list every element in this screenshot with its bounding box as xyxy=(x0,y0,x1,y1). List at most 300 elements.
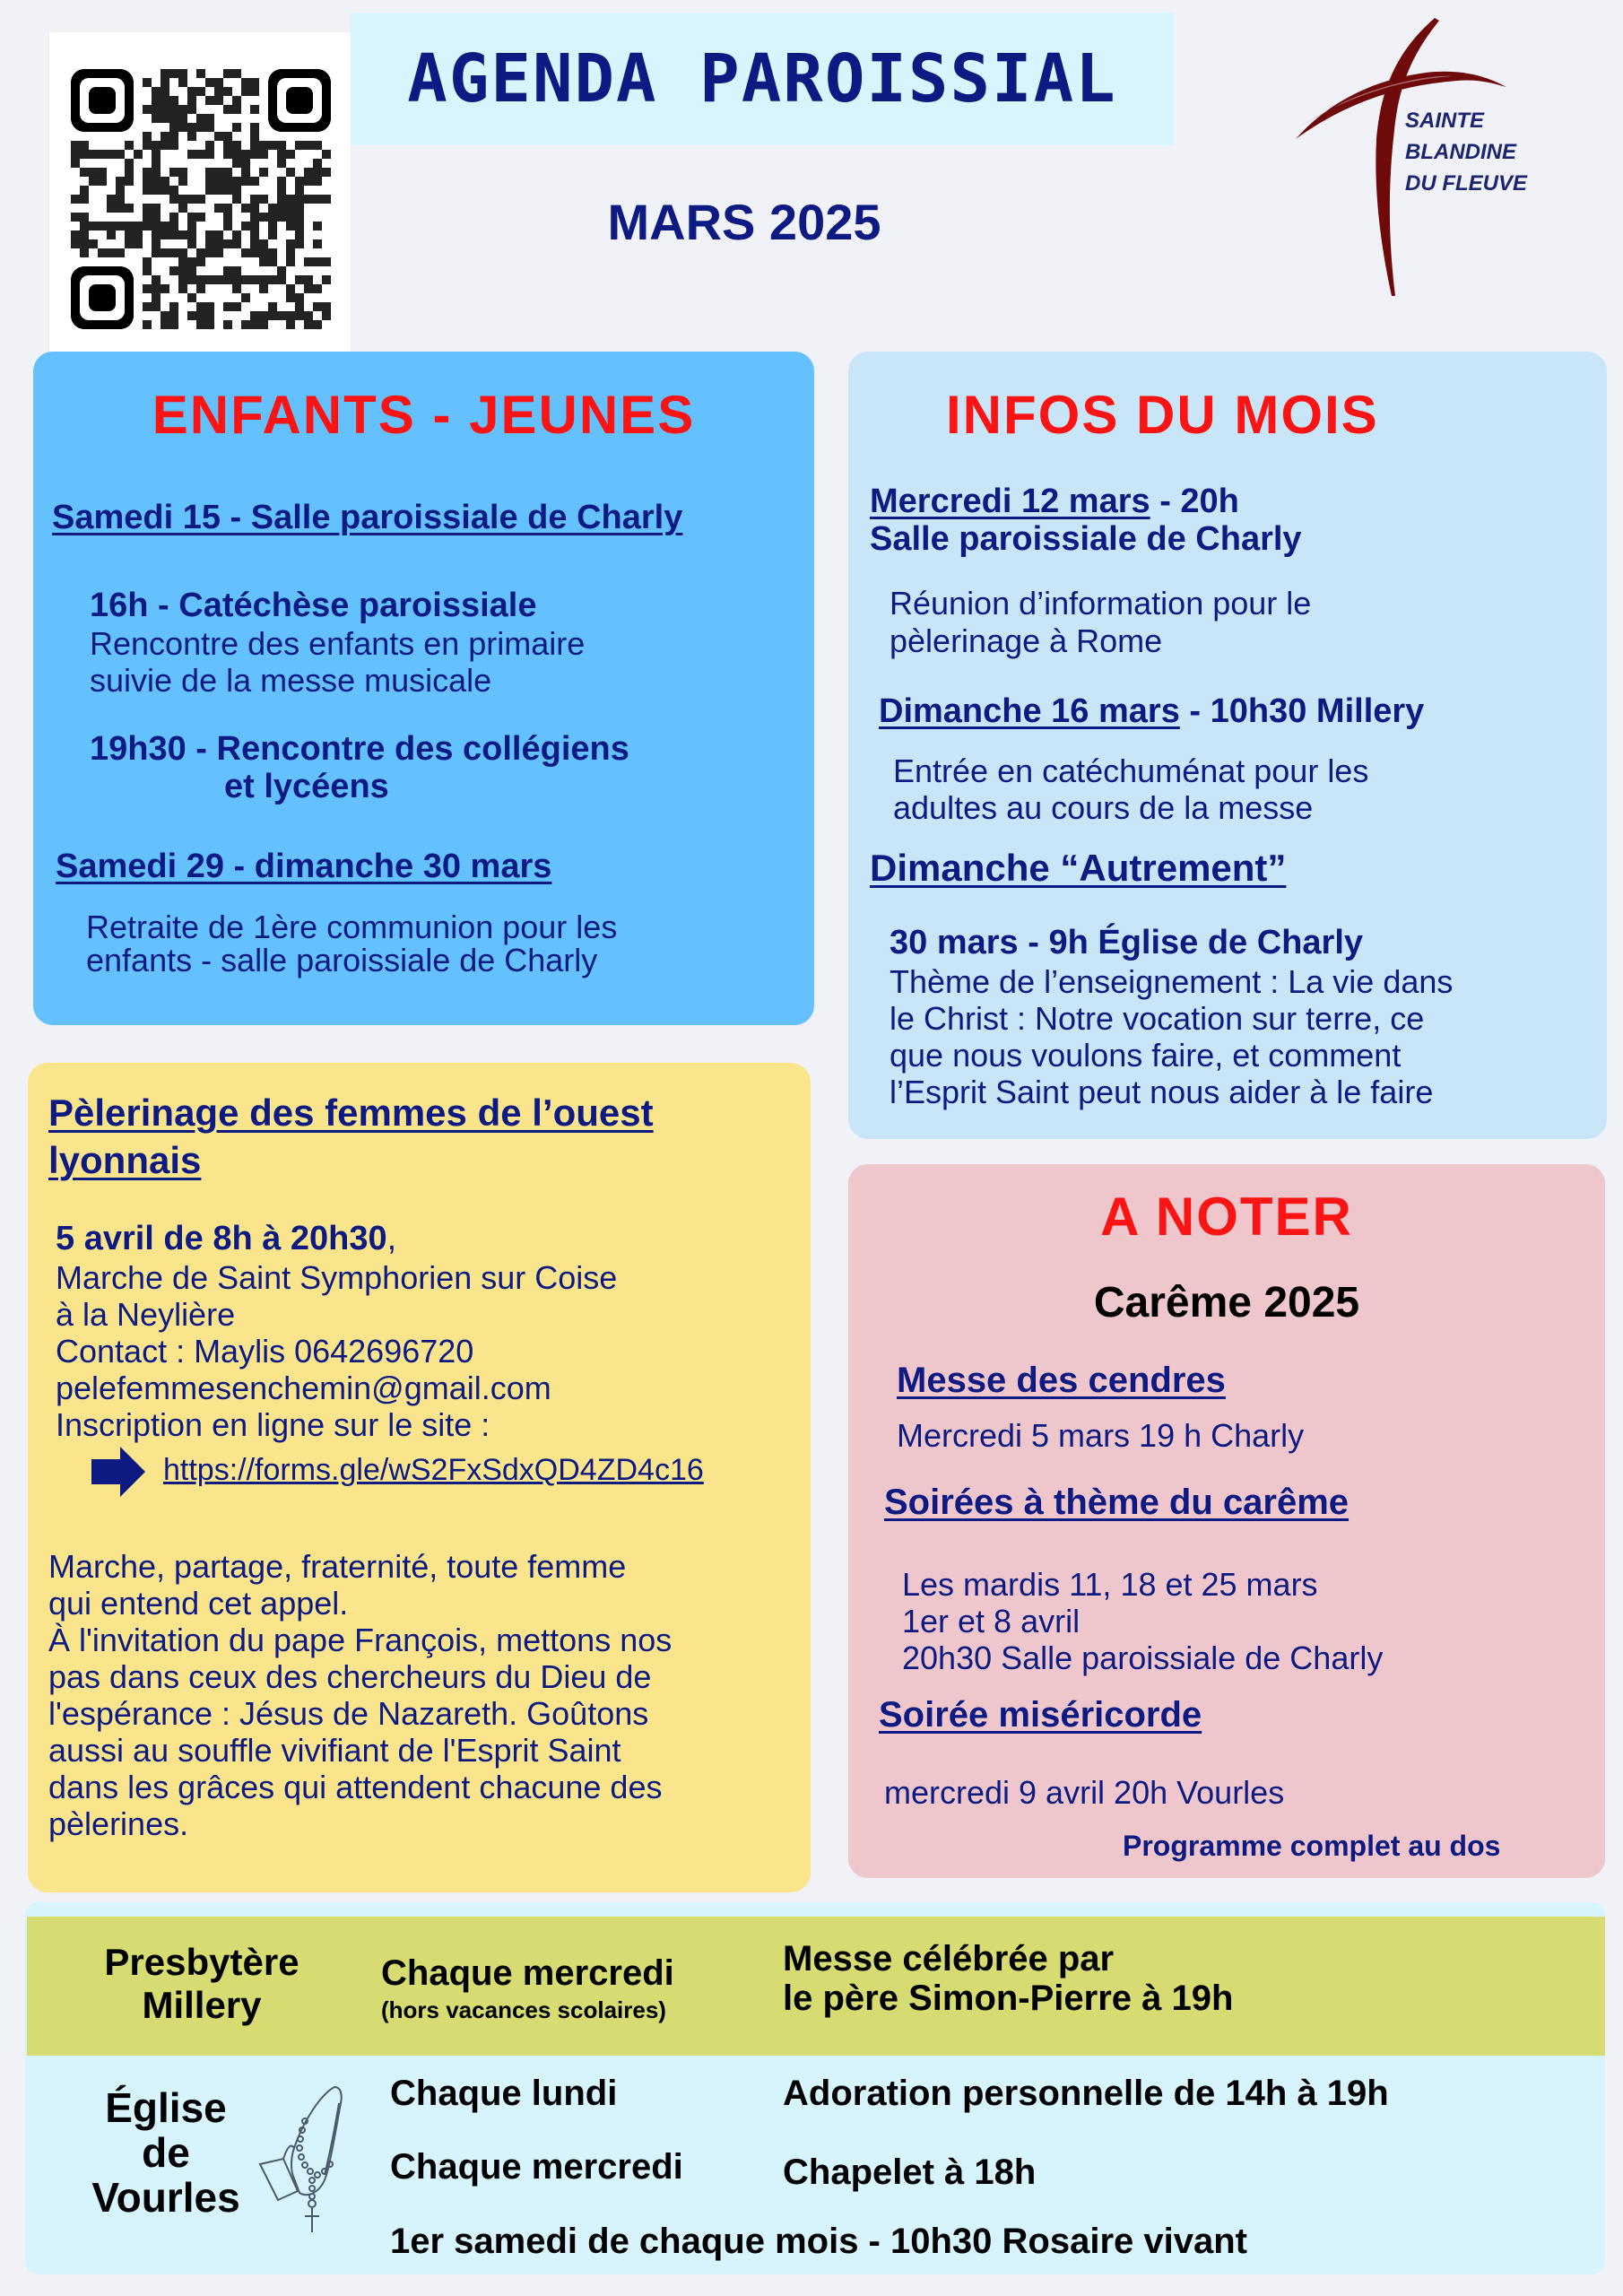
qr-module xyxy=(250,123,259,132)
qr-module xyxy=(196,302,205,311)
qr-module xyxy=(178,195,187,204)
qr-module xyxy=(187,293,196,302)
qr-module xyxy=(277,213,286,222)
infos-event1-line: pèlerinage à Rome xyxy=(890,622,1163,659)
qr-module xyxy=(169,222,178,230)
qr-module xyxy=(322,195,331,204)
qr-module xyxy=(152,222,161,230)
qr-module xyxy=(71,150,80,159)
qr-module xyxy=(116,248,125,257)
qr-module xyxy=(178,69,187,78)
qr-module xyxy=(232,284,241,293)
qr-module xyxy=(116,150,125,159)
qr-module xyxy=(295,213,304,222)
qr-module xyxy=(313,195,322,204)
qr-module xyxy=(152,302,161,311)
qr-module xyxy=(205,177,214,186)
qr-module xyxy=(304,177,313,186)
qr-module xyxy=(241,87,250,96)
logo-text-line: SAINTE xyxy=(1405,109,1485,133)
qr-module xyxy=(268,222,277,230)
qr-module xyxy=(250,320,259,329)
qr-code-icon xyxy=(49,32,351,379)
qr-module xyxy=(304,141,313,150)
qr-module xyxy=(152,204,161,213)
qr-module xyxy=(313,177,322,186)
enfants-event1-heading: Samedi 15 - Salle paroissiale de Charly xyxy=(52,499,683,536)
qr-module xyxy=(178,204,187,213)
pelerinage-body-line: À l'invitation du pape François, mettons nos xyxy=(48,1622,673,1658)
qr-module xyxy=(250,141,259,150)
qr-module xyxy=(116,222,125,230)
qr-module xyxy=(223,150,232,159)
qr-module xyxy=(232,123,241,132)
qr-module xyxy=(152,150,161,159)
qr-module xyxy=(205,141,214,150)
pelerinage-date-line xyxy=(56,1220,396,1258)
noter-item2-line: 1er et 8 avril xyxy=(902,1603,1081,1639)
qr-module xyxy=(232,150,241,159)
qr-module xyxy=(161,96,169,105)
qr-module xyxy=(169,96,178,105)
enfants-event1-item2-line: et lycéens xyxy=(224,768,389,805)
qr-module xyxy=(313,302,322,311)
qr-module xyxy=(295,311,304,320)
qr-module xyxy=(277,186,286,195)
qr-module xyxy=(178,177,187,186)
qr-module xyxy=(125,168,134,177)
qr-module xyxy=(143,132,152,141)
qr-module xyxy=(125,222,134,230)
qr-module xyxy=(259,168,268,177)
qr-module xyxy=(196,195,205,204)
qr-module xyxy=(161,311,169,320)
qr-module xyxy=(71,239,80,248)
qr-module xyxy=(268,141,277,150)
qr-module xyxy=(205,168,214,177)
enfants-title: ENFANTS - JEUNES xyxy=(152,385,696,445)
infos-event2-heading xyxy=(879,692,1424,731)
qr-module xyxy=(205,320,214,329)
qr-module xyxy=(125,177,134,186)
qr-module xyxy=(214,78,223,87)
pelerinage-body-line: pas dans ceux des chercheurs du Dieu de xyxy=(48,1658,652,1695)
qr-module xyxy=(143,302,152,311)
qr-module xyxy=(178,266,187,275)
qr-module xyxy=(223,302,232,311)
qr-module xyxy=(178,78,187,87)
infos-event1-line: Réunion d’information pour le xyxy=(890,585,1312,622)
qr-module xyxy=(152,96,161,105)
qr-module xyxy=(161,222,169,230)
infos-event1-heading xyxy=(870,483,1239,521)
qr-module xyxy=(125,204,134,213)
qr-module xyxy=(187,123,196,132)
qr-module xyxy=(250,248,259,257)
qr-module xyxy=(304,257,313,266)
qr-module xyxy=(223,168,232,177)
qr-module xyxy=(143,105,152,114)
qr-module xyxy=(295,275,304,284)
pelerinage-date: 5 avril de 8h à 20h30 xyxy=(56,1220,387,1257)
qr-module xyxy=(152,177,161,186)
qr-module xyxy=(241,204,250,213)
qr-module xyxy=(259,141,268,150)
infos-event3-line: le Christ : Notre vocation sur terre, ce xyxy=(890,1000,1425,1037)
qr-module xyxy=(116,186,125,195)
qr-module xyxy=(187,239,196,248)
qr-module xyxy=(89,239,98,248)
qr-module xyxy=(250,230,259,239)
careme-subtitle: Carême 2025 xyxy=(1093,1279,1360,1326)
qr-module xyxy=(232,105,241,114)
qr-module xyxy=(250,87,259,96)
qr-module xyxy=(152,186,161,195)
qr-module xyxy=(187,266,196,275)
qr-module xyxy=(232,177,241,186)
qr-module xyxy=(322,275,331,284)
qr-module xyxy=(259,320,268,329)
qr-module xyxy=(214,96,223,105)
qr-module xyxy=(196,87,205,96)
qr-module xyxy=(152,105,161,114)
qr-module xyxy=(241,150,250,159)
millery-when: Chaque mercredi xyxy=(381,1953,674,1993)
qr-module xyxy=(232,230,241,239)
qr-module xyxy=(152,87,161,96)
noter-item2-line: 20h30 Salle paroissiale de Charly xyxy=(902,1639,1384,1676)
qr-module xyxy=(143,186,152,195)
qr-module xyxy=(143,266,152,275)
qr-module xyxy=(169,123,178,132)
qr-module xyxy=(277,150,286,159)
qr-module xyxy=(286,248,295,257)
qr-module xyxy=(134,239,143,248)
qr-module xyxy=(80,230,89,239)
qr-module xyxy=(223,320,232,329)
qr-module xyxy=(187,311,196,320)
noter-item1-heading: Messe des cendres xyxy=(897,1361,1226,1400)
qr-module xyxy=(214,87,223,96)
qr-module xyxy=(205,96,214,105)
vourles-row-what: Chapelet à 18h xyxy=(783,2152,1037,2192)
vourles-place-line: de xyxy=(142,2129,190,2176)
qr-module xyxy=(259,213,268,222)
qr-module xyxy=(187,132,196,141)
qr-module xyxy=(187,87,196,96)
page-subtitle-month: MARS 2025 xyxy=(607,194,881,250)
qr-module xyxy=(304,311,313,320)
qr-module xyxy=(214,186,223,195)
qr-module xyxy=(116,177,125,186)
qr-module xyxy=(286,213,295,222)
qr-module xyxy=(205,230,214,239)
arrow-right-icon xyxy=(91,1447,145,1497)
qr-module xyxy=(80,141,89,150)
infos-event3-line: Thème de l’enseignement : La vie dans xyxy=(890,963,1454,1000)
qr-module xyxy=(80,195,89,204)
qr-module xyxy=(214,177,223,186)
qr-module xyxy=(187,222,196,230)
qr-module xyxy=(259,248,268,257)
qr-module xyxy=(178,168,187,177)
enfants-event2-line: Retraite de 1ère communion pour les xyxy=(86,909,618,945)
qr-module xyxy=(161,132,169,141)
praying-hands-rosary-icon xyxy=(258,2085,348,2236)
qr-module xyxy=(232,266,241,275)
qr-module xyxy=(223,222,232,230)
qr-module xyxy=(143,177,152,186)
qr-module xyxy=(161,230,169,239)
qr-module xyxy=(313,320,322,329)
qr-module xyxy=(223,177,232,186)
qr-module xyxy=(214,239,223,248)
qr-module xyxy=(169,141,178,150)
pelerinage-registration-link[interactable]: https://forms.gle/wS2FxSdxQD4ZD4c16 xyxy=(163,1453,704,1487)
qr-module xyxy=(107,150,116,159)
qr-module xyxy=(232,141,241,150)
qr-module xyxy=(268,257,277,266)
qr-module xyxy=(116,204,125,213)
vourles-row-when: Chaque lundi xyxy=(390,2074,618,2113)
qr-module xyxy=(214,248,223,257)
qr-module xyxy=(313,141,322,150)
qr-module xyxy=(304,168,313,177)
qr-module xyxy=(107,195,116,204)
qr-module xyxy=(277,266,286,275)
qr-module xyxy=(295,239,304,248)
qr-module xyxy=(196,284,205,293)
qr-module xyxy=(250,239,259,248)
qr-module xyxy=(161,284,169,293)
qr-module xyxy=(268,213,277,222)
qr-module xyxy=(152,159,161,168)
qr-module xyxy=(241,222,250,230)
qr-module xyxy=(277,275,286,284)
qr-module xyxy=(214,230,223,239)
qr-module xyxy=(286,320,295,329)
qr-module xyxy=(196,213,205,222)
pelerinage-email[interactable]: pelefemmesenchemin@gmail.com xyxy=(56,1370,551,1406)
qr-module xyxy=(313,168,322,177)
qr-module xyxy=(125,141,134,150)
qr-module xyxy=(322,302,331,311)
qr-module xyxy=(187,195,196,204)
qr-module xyxy=(223,186,232,195)
enfants-event1-item1-line: suivie de la messe musicale xyxy=(90,662,492,699)
qr-module xyxy=(205,150,214,159)
qr-module xyxy=(322,311,331,320)
millery-place-line: Presbytère xyxy=(104,1941,299,1983)
qr-module xyxy=(259,150,268,159)
qr-module xyxy=(232,159,241,168)
qr-module xyxy=(98,177,107,186)
qr-module xyxy=(143,213,152,222)
qr-module xyxy=(277,159,286,168)
pelerinage-title-line: lyonnais xyxy=(48,1139,202,1181)
qr-module xyxy=(241,78,250,87)
qr-module xyxy=(178,114,187,123)
qr-module xyxy=(286,293,295,302)
qr-module xyxy=(152,284,161,293)
qr-module xyxy=(205,114,214,123)
qr-module xyxy=(286,195,295,204)
qr-module xyxy=(214,168,223,177)
qr-module xyxy=(169,302,178,311)
qr-module xyxy=(169,69,178,78)
qr-module xyxy=(322,168,331,177)
qr-module xyxy=(169,186,178,195)
vourles-place-line: Église xyxy=(105,2084,227,2131)
enfants-event1-item2-line: 19h30 - Rencontre des collégiens xyxy=(90,730,629,768)
qr-module xyxy=(313,257,322,266)
qr-module xyxy=(313,222,322,230)
qr-module xyxy=(295,230,304,239)
qr-module xyxy=(259,311,268,320)
qr-module xyxy=(205,186,214,195)
pelerinage-info-line: Marche de Saint Symphorien sur Coise xyxy=(56,1259,618,1296)
qr-module xyxy=(250,311,259,320)
qr-module xyxy=(196,257,205,266)
qr-module xyxy=(277,141,286,150)
qr-module xyxy=(80,248,89,257)
qr-module xyxy=(71,195,80,204)
qr-module xyxy=(80,213,89,222)
qr-module xyxy=(223,275,232,284)
qr-module xyxy=(313,159,322,168)
qr-module xyxy=(187,105,196,114)
qr-module xyxy=(178,257,187,266)
infos-event3-title: 30 mars - 9h Église de Charly xyxy=(890,924,1364,961)
qr-module xyxy=(196,114,205,123)
qr-module xyxy=(143,222,152,230)
qr-module xyxy=(214,275,223,284)
qr-module xyxy=(223,141,232,150)
qr-module xyxy=(259,284,268,293)
millery-what-line: Messe célébrée par xyxy=(783,1939,1115,1979)
qr-module xyxy=(286,239,295,248)
qr-module xyxy=(295,302,304,311)
qr-module xyxy=(187,275,196,284)
qr-module xyxy=(125,239,134,248)
qr-module xyxy=(214,132,223,141)
qr-module xyxy=(143,257,152,266)
qr-module xyxy=(250,177,259,186)
qr-module xyxy=(223,239,232,248)
page-title: AGENDA PAROISSIAL xyxy=(407,40,1117,117)
qr-module xyxy=(232,195,241,204)
qr-module xyxy=(178,248,187,257)
noter-footer: Programme complet au dos xyxy=(1123,1830,1501,1862)
qr-module xyxy=(161,114,169,123)
qr-module xyxy=(295,186,304,195)
logo-text-line: BLANDINE xyxy=(1405,140,1516,164)
qr-module xyxy=(143,78,152,87)
qr-module xyxy=(286,168,295,177)
qr-module xyxy=(295,177,304,186)
qr-module xyxy=(286,222,295,230)
qr-module xyxy=(107,230,116,239)
qr-module xyxy=(196,248,205,257)
pelerinage-body-line: pèlerines. xyxy=(48,1805,189,1842)
noter-item3-heading: Soirée miséricorde xyxy=(879,1695,1202,1735)
qr-module xyxy=(196,123,205,132)
qr-module xyxy=(187,213,196,222)
qr-module xyxy=(250,105,259,114)
qr-module xyxy=(169,230,178,239)
qr-module xyxy=(196,275,205,284)
qr-module xyxy=(232,239,241,248)
qr-module xyxy=(304,320,313,329)
qr-module xyxy=(232,96,241,105)
qr-module xyxy=(161,105,169,114)
vourles-row-what: Adoration personnelle de 14h à 19h xyxy=(783,2074,1389,2113)
qr-module xyxy=(313,239,322,248)
qr-module xyxy=(169,168,178,177)
millery-place-line: Millery xyxy=(142,1984,262,2026)
qr-module xyxy=(98,248,107,257)
qr-module xyxy=(205,239,214,248)
pelerinage-body-line: Marche, partage, fraternité, toute femme xyxy=(48,1548,627,1585)
qr-module xyxy=(295,204,304,213)
qr-module xyxy=(89,168,98,177)
qr-module xyxy=(241,168,250,177)
qr-module xyxy=(89,177,98,186)
qr-module xyxy=(250,78,259,87)
millery-what-line: le père Simon-Pierre à 19h xyxy=(783,1979,1234,2018)
qr-module xyxy=(89,150,98,159)
qr-module xyxy=(187,230,196,239)
qr-module xyxy=(286,257,295,266)
qr-module xyxy=(152,239,161,248)
qr-module xyxy=(295,141,304,150)
qr-module xyxy=(223,87,232,96)
qr-module xyxy=(169,320,178,329)
millery-when-note: (hors vacances scolaires) xyxy=(381,1996,666,2023)
qr-module xyxy=(80,239,89,248)
enfants-event2-line: enfants - salle paroissiale de Charly xyxy=(86,942,598,978)
qr-module xyxy=(169,114,178,123)
qr-module xyxy=(250,213,259,222)
pelerinage-body-line: qui entend cet appel. xyxy=(48,1585,349,1622)
qr-module xyxy=(71,230,80,239)
qr-module xyxy=(152,141,161,150)
qr-module xyxy=(143,320,152,329)
qr-module xyxy=(295,222,304,230)
qr-module xyxy=(241,177,250,186)
qr-module xyxy=(196,320,205,329)
infos-event2-line: adultes au cours de la messe xyxy=(893,789,1314,826)
qr-module xyxy=(152,293,161,302)
qr-module xyxy=(205,78,214,87)
qr-module xyxy=(205,311,214,320)
qr-module xyxy=(304,195,313,204)
qr-module xyxy=(161,177,169,186)
qr-module xyxy=(259,275,268,284)
qr-module xyxy=(178,105,187,114)
qr-module xyxy=(259,195,268,204)
infos-event2-line: Entrée en catéchuménat pour les xyxy=(893,752,1369,789)
qr-module xyxy=(178,284,187,293)
qr-module xyxy=(259,239,268,248)
qr-module xyxy=(152,275,161,284)
logo-text-line: DU FLEUVE xyxy=(1405,171,1528,196)
qr-module xyxy=(304,275,313,284)
qr-module xyxy=(196,311,205,320)
vourles-row-when: Chaque mercredi xyxy=(390,2147,683,2187)
pelerinage-contact: Contact : Maylis 0642696720 xyxy=(56,1333,474,1370)
qr-module xyxy=(286,311,295,320)
